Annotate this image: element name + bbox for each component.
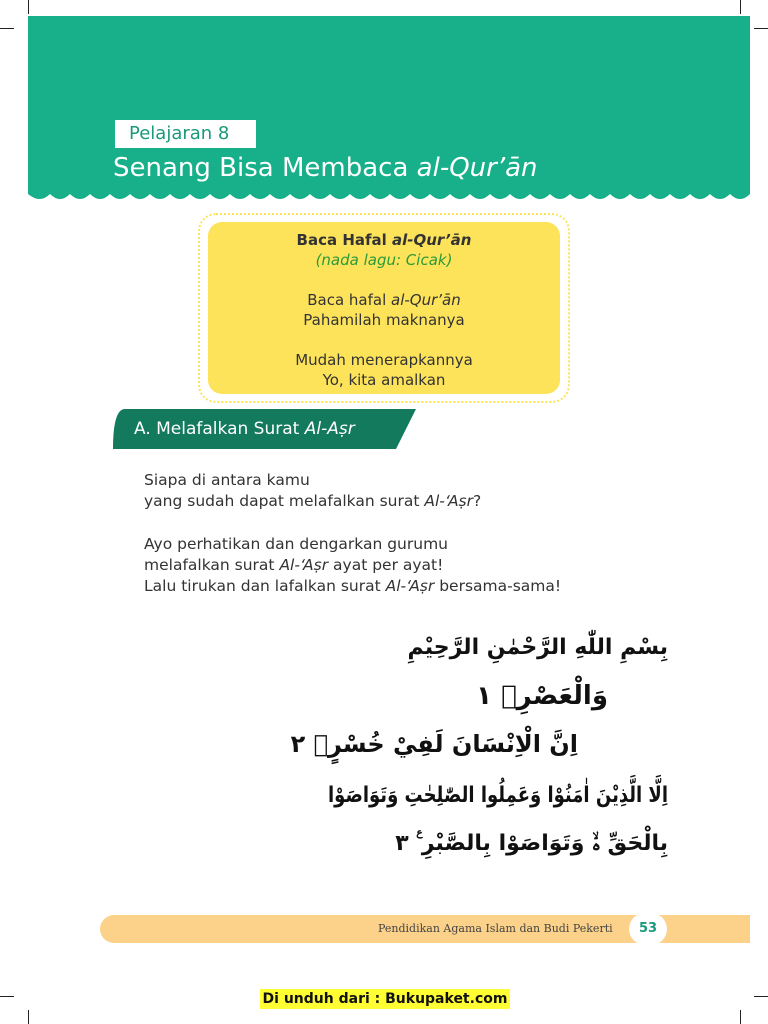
instruction-line-3-italic: Al-‘Aṣr: [385, 577, 435, 595]
crop-mark: [28, 0, 29, 14]
instruction-paragraph: [144, 534, 561, 597]
song-title-italic: al-Qur’ān: [392, 231, 472, 249]
crop-mark: [28, 1010, 29, 1024]
song-lyrics-box: [208, 222, 560, 394]
song-subtitle-text: (nada lagu: Cicak): [315, 251, 453, 269]
crop-mark: [740, 1010, 741, 1024]
ayah-3-line-2-text: بِالْحَقِّ ەۙ وَتَوَاصَوْا بِالصَّبْرِ ࣖ ٣: [395, 831, 668, 856]
section-heading-text: A. Melafalkan Surat: [134, 419, 305, 439]
song-title-text: Baca Hafal: [296, 231, 393, 249]
lesson-title-italic: al-Qur’ān: [416, 153, 538, 183]
instruction-line-1: Ayo perhatikan dan dengarkan gurumu: [144, 535, 448, 553]
lesson-title-text: Senang Bisa Membaca: [113, 153, 417, 183]
song-spacer: [208, 330, 560, 350]
instruction-line-2-end: ayat per ayat!: [328, 556, 444, 574]
song-line-2: Pahamilah maknanya: [303, 311, 465, 329]
instruction-line-3-end: bersama-sama!: [434, 577, 562, 595]
intro-paragraph: [144, 470, 481, 512]
instruction-line-2: [144, 555, 561, 576]
crop-mark: [754, 28, 768, 29]
intro-line-2: [144, 491, 481, 512]
lesson-title: [113, 150, 538, 186]
ayah-1-text: وَالْعَصْرِۙ ١: [476, 681, 608, 711]
download-source-note: Di unduh dari : Bukupaket.com: [260, 989, 510, 1009]
song-spacer: [208, 270, 560, 290]
crop-mark: [0, 996, 14, 997]
instruction-line-2-italic: Al-‘Aṣr: [279, 556, 329, 574]
crop-mark: [0, 28, 14, 29]
crop-mark: [740, 0, 741, 14]
basmala-text: بِسْمِ اللّٰهِ الرَّحْمٰنِ الرَّحِيْمِ: [407, 635, 668, 660]
song-line-1-text: Baca hafal: [307, 291, 392, 309]
song-line-1: [208, 290, 560, 310]
surah-al-asr-arabic: [290, 618, 744, 863]
section-heading-italic: Al-Aṣr: [304, 419, 355, 439]
intro-line-2-end: ?: [473, 492, 482, 510]
intro-line-2-text: yang sudah dapat melafalkan surat: [144, 492, 425, 510]
instruction-line-2-text: melafalkan surat: [144, 556, 280, 574]
song-subtitle: [208, 250, 560, 270]
crop-mark: [754, 996, 768, 997]
instruction-line-3: [144, 576, 561, 597]
footer-book-title: Pendidikan Agama Islam dan Budi Pekerti: [378, 922, 613, 935]
page-number: 53: [629, 913, 667, 945]
ayah-3-line-1-text: اِلَّا الَّذِيْنَ اٰمَنُوْا وَعَمِلُوا الصّٰلِحٰتِ وَتَوَاصَوْا: [328, 783, 744, 808]
song-line-4: Yo, kita amalkan: [322, 371, 446, 389]
section-heading: [134, 409, 355, 449]
song-line-1-italic: al-Qur’ān: [391, 291, 461, 309]
lesson-number-label: Pelajaran 8: [115, 120, 256, 148]
instruction-line-3-text: Lalu tirukan dan lafalkan surat: [144, 577, 386, 595]
intro-line-1: Siapa di antara kamu: [144, 471, 310, 489]
ayah-2-text: اِنَّ الْاِنْسَانَ لَفِيْ خُسْرٍۙ ٢: [290, 730, 578, 758]
song-title: [208, 230, 560, 250]
song-line-3: Mudah menerapkannya: [295, 351, 473, 369]
intro-line-2-italic: Al-‘Aṣr: [424, 492, 474, 510]
